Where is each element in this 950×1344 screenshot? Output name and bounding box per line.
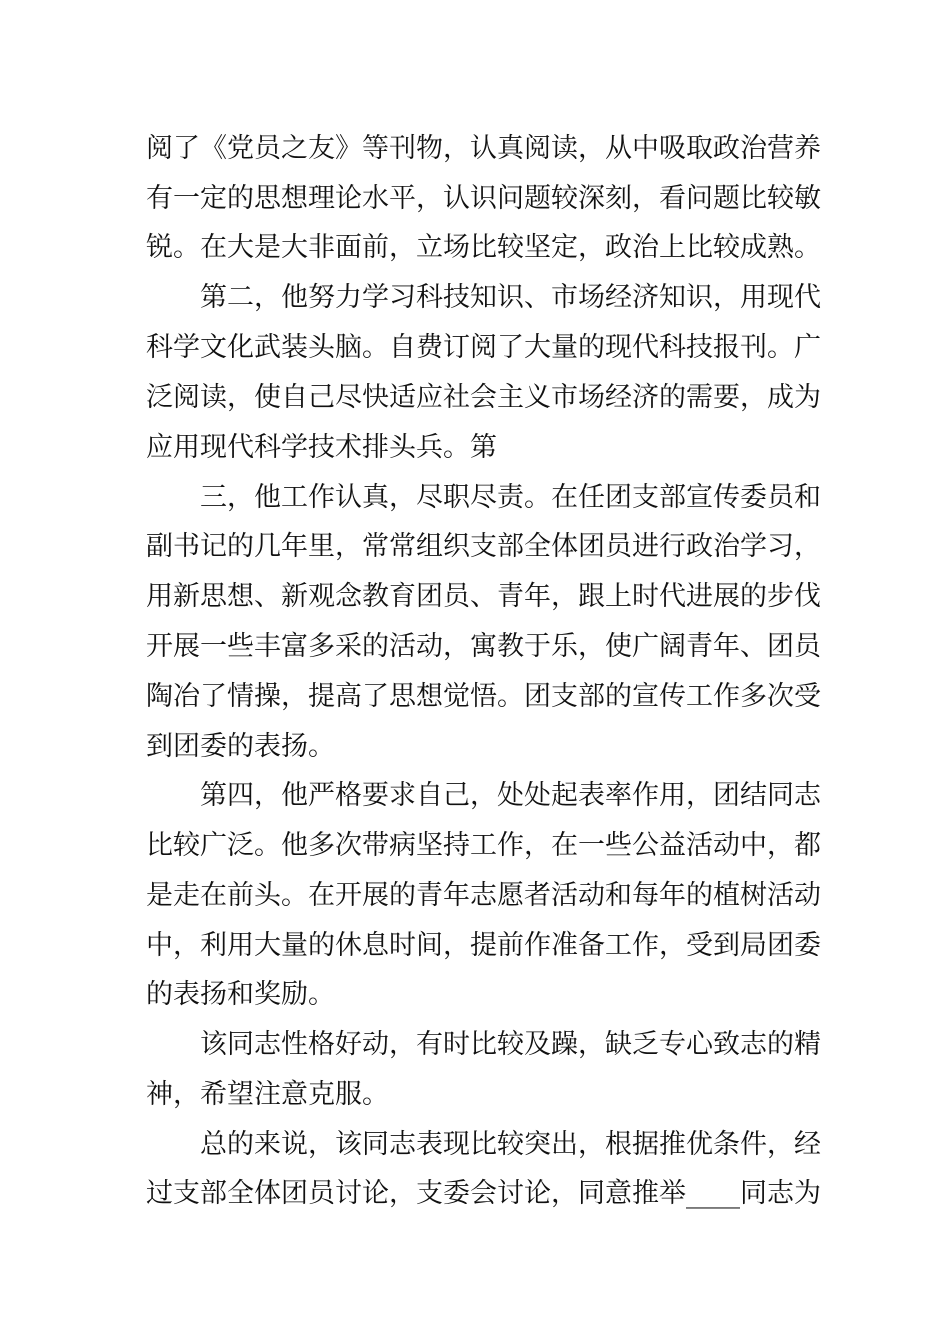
paragraph-first-line: 第二，他努力学习科技知识、市场经济知识，用现代 [200, 282, 821, 313]
text-line: 陶冶了情操，提高了思想觉悟。团支部的宣传工作多次受 [146, 681, 821, 712]
paragraph-first-line: 该同志性格好动，有时比较及躁，缺乏专心致志的精 [200, 1029, 821, 1060]
text-line: 神，希望注意克服。 [146, 1079, 389, 1110]
text-line: 科学文化武装头脑。自费订阅了大量的现代科技报刊。广 [146, 332, 821, 363]
text-line: 阅了《党员之友》等刊物，认真阅读，从中吸取政治营养 [146, 133, 821, 164]
text-line: 过支部全体团员讨论，支委会讨论，同意推举____同志为 [146, 1178, 821, 1209]
paragraph-first-line: 三，他工作认真，尽职尽责。在任团支部宣传委员和 [200, 482, 821, 513]
text-line: 有一定的思想理论水平，认识问题较深刻，看问题比较敏 [146, 183, 821, 214]
text-line: 锐。在大是大非面前，立场比较坚定，政治上比较成熟。 [146, 232, 821, 263]
text-line: 到团委的表扬。 [146, 731, 335, 762]
text-line: 比较广泛。他多次带病坚持工作，在一些公益活动中，都 [146, 830, 821, 861]
paragraph-first-line: 第四，他严格要求自己，处处起表率作用，团结同志 [200, 780, 821, 811]
text-line: 泛阅读，使自己尽快适应社会主义市场经济的需要，成为 [146, 382, 821, 413]
text-line: 副书记的几年里，常常组织支部全体团员进行政治学习， [146, 531, 821, 562]
text-line: 的表扬和奖励。 [146, 979, 335, 1010]
text-line: 应用现代科学技术排头兵。第 [146, 432, 497, 463]
text-line: 是走在前头。在开展的青年志愿者活动和每年的植树活动 [146, 880, 821, 911]
text-line: 中，利用大量的休息时间，提前作准备工作，受到局团委 [146, 930, 821, 961]
text-line: 开展一些丰富多采的活动，寓教于乐，使广阔青年、团员 [146, 631, 821, 662]
paragraph-first-line: 总的来说，该同志表现比较突出，根据推优条件，经 [200, 1129, 821, 1160]
text-line: 用新思想、新观念教育团员、青年，跟上时代进展的步伐 [146, 581, 821, 612]
